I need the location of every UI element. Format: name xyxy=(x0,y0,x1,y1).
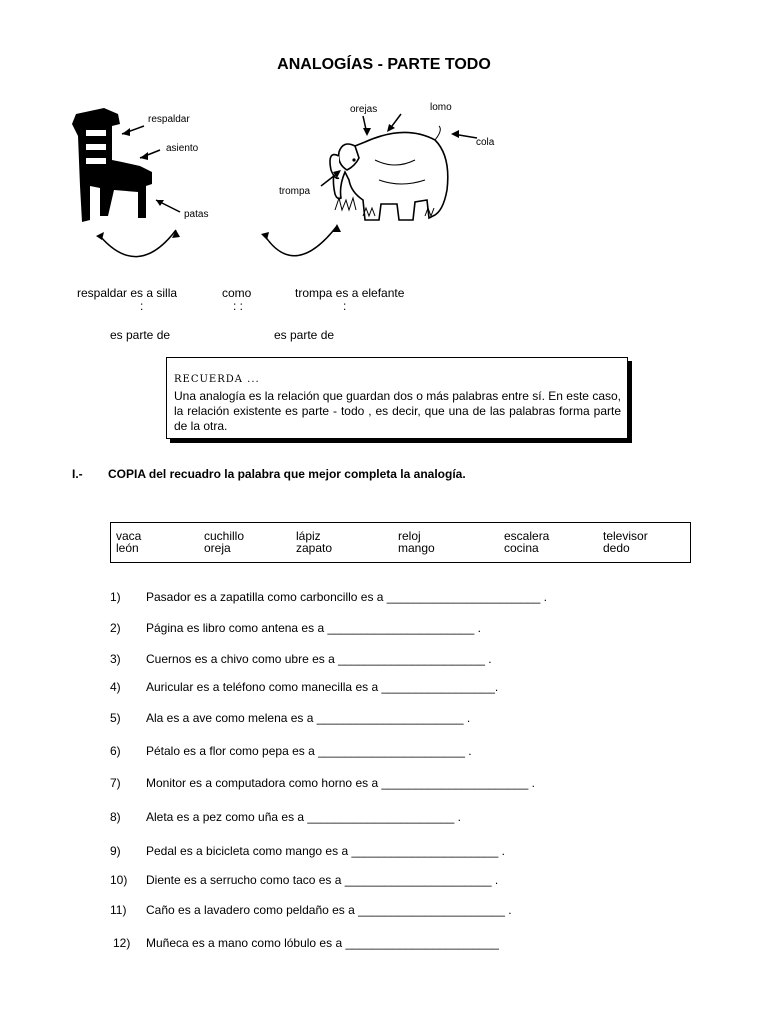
question-number: 10) xyxy=(110,873,128,887)
section-number: I.- xyxy=(72,467,83,481)
question-number: 2) xyxy=(110,621,121,635)
example-right: trompa es a elefante xyxy=(295,286,405,300)
question-number: 1) xyxy=(110,590,121,604)
section-heading xyxy=(72,467,466,481)
question-text: Ala es a ave como melena es a ______________________ . xyxy=(146,711,471,725)
question-text: Caño es a lavadero como peldaño es a ______________________ . xyxy=(146,903,512,917)
relation-right: es parte de xyxy=(274,328,335,342)
page-title: ANALOGÍAS - PARTE TODO xyxy=(277,56,491,73)
question-number: 8) xyxy=(110,810,121,824)
word-item: lápiz xyxy=(296,529,321,543)
question-text: Pétalo es a flor como pepa es a ______________________ . xyxy=(146,744,472,758)
word-item: televisor xyxy=(603,529,648,543)
question-text: Aleta es a pez como uña es a ______________________ . xyxy=(146,810,461,824)
elephant-illustration xyxy=(255,100,495,270)
question-number: 11) xyxy=(110,903,127,917)
example-sep-left: : xyxy=(140,299,144,313)
word-item: dedo xyxy=(603,541,630,555)
word-item: león xyxy=(116,541,139,555)
label-patas: patas xyxy=(184,209,209,220)
section-instruction: COPIA del recuadro la palabra que mejor completa la analogía. xyxy=(108,467,466,481)
question-number: 3) xyxy=(110,652,121,666)
question-text: Pedal es a bicicleta como mango es a ______________________ . xyxy=(146,844,505,858)
question-number: 7) xyxy=(110,776,121,790)
label-lomo: lomo xyxy=(430,102,452,113)
question-text: Cuernos es a chivo como ubre es a ______________________ . xyxy=(146,652,492,666)
word-item: cocina xyxy=(504,541,539,555)
question-number: 12) xyxy=(113,936,131,950)
question-text: Página es libro como antena es a ______________________ . xyxy=(146,621,481,635)
label-trompa: trompa xyxy=(279,186,311,197)
word-item: oreja xyxy=(204,541,231,555)
question-text: Diente es a serrucho como taco es a ______________________ . xyxy=(146,873,499,887)
word-bank xyxy=(110,522,691,563)
example-sep-right: : xyxy=(343,299,347,313)
word-item: cuchillo xyxy=(204,529,245,543)
example-left: respaldar es a silla xyxy=(77,286,178,300)
question-number: 4) xyxy=(110,680,121,694)
recuerda-text: Una analogía es la relación que guardan dos o más palabras entre sí. En este caso, la relación existente es parte - todo , es decir, que una de las palabras forma parte de la otra. xyxy=(174,389,621,433)
question-number: 5) xyxy=(110,711,121,725)
question-text: Pasador es a zapatilla como carboncillo es a _______________________ . xyxy=(146,590,547,604)
question-text: Monitor es a computadora como horno es a ______________________ . xyxy=(146,776,535,790)
example-middle: como xyxy=(222,286,252,300)
label-asiento: asiento xyxy=(166,143,199,154)
word-item: mango xyxy=(398,541,435,555)
label-respaldar: respaldar xyxy=(148,114,190,125)
relation-left: es parte de xyxy=(110,328,171,342)
question-text: Muñeca es a mano como lóbulo es a _______________________ xyxy=(146,936,499,950)
question-number: 6) xyxy=(110,744,121,758)
word-item: escalera xyxy=(504,529,550,543)
word-item: vaca xyxy=(116,529,142,543)
question-number: 9) xyxy=(110,844,121,858)
example-sep-middle: : : xyxy=(233,299,244,313)
question-text: Auricular es a teléfono como manecilla es a _________________. xyxy=(146,680,499,694)
label-orejas: orejas xyxy=(350,104,378,115)
recuerda-box xyxy=(166,357,628,439)
chair-illustration xyxy=(60,100,250,270)
label-cola: cola xyxy=(476,137,495,148)
word-item: zapato xyxy=(296,541,333,555)
recuerda-heading: RECUERDA ... xyxy=(174,374,260,385)
word-item: reloj xyxy=(398,529,421,543)
